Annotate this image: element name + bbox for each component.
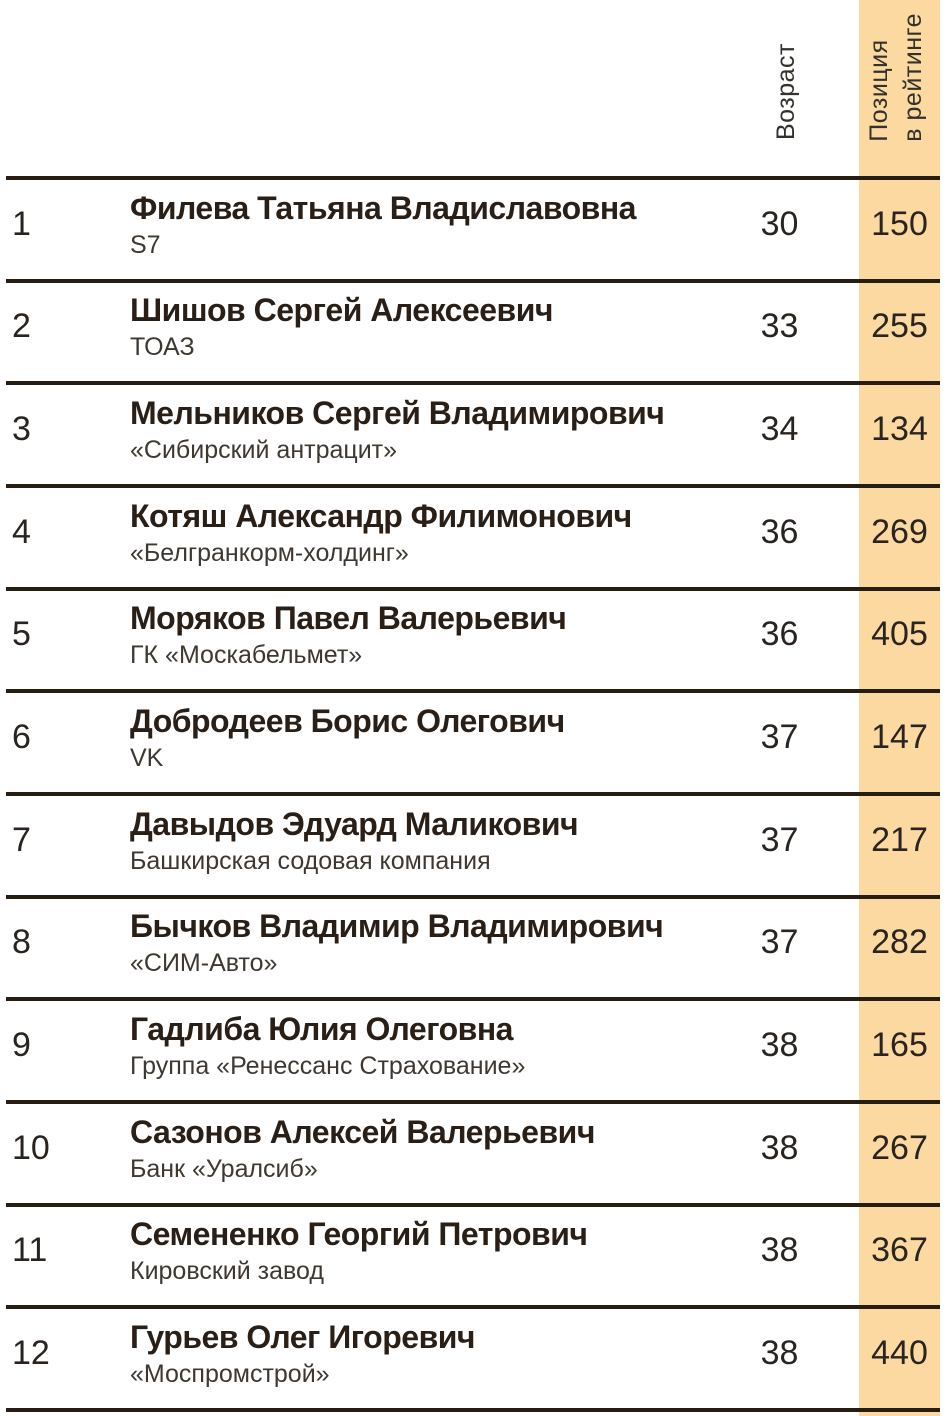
- table-row: [6, 381, 940, 484]
- person-cell: [130, 190, 700, 259]
- position-value: 150: [871, 204, 928, 243]
- column-header-position-line2: в рейтинге: [899, 13, 927, 142]
- position-value: 147: [871, 718, 928, 757]
- position-value: 282: [871, 923, 928, 962]
- table-row: [6, 689, 940, 792]
- rank-number: 10: [12, 1128, 50, 1167]
- age-value: 30: [760, 204, 799, 243]
- age-value: 38: [760, 1128, 799, 1167]
- table-row: [6, 997, 940, 1100]
- person-cell: [130, 395, 700, 464]
- table-row: [6, 1203, 940, 1306]
- table-row: [6, 484, 940, 587]
- person-name: Добродеев Борис Олегович: [130, 703, 565, 740]
- table-row: [6, 587, 940, 690]
- age-value: 38: [760, 1026, 799, 1065]
- rank-number: 3: [12, 410, 31, 449]
- table-header: [6, 0, 940, 176]
- position-value: 440: [871, 1334, 928, 1373]
- age-value: 38: [760, 1334, 799, 1373]
- table-row: [6, 176, 940, 279]
- person-cell: [130, 806, 700, 875]
- person-name: Сазонов Алексей Валерьевич: [130, 1113, 595, 1150]
- rank-number: 11: [12, 1231, 48, 1270]
- company-name: VK: [130, 744, 164, 773]
- position-value: 367: [871, 1231, 928, 1270]
- person-name: Гадлиба Юлия Олеговна: [130, 1011, 513, 1048]
- company-name: «Сибирский антрацит»: [130, 436, 398, 465]
- position-value: 165: [871, 1026, 928, 1065]
- column-header-position: [862, 13, 930, 142]
- age-value: 37: [760, 820, 799, 859]
- rank-number: 2: [12, 307, 31, 346]
- person-cell: [130, 1319, 700, 1388]
- position-value: 217: [871, 820, 928, 859]
- company-name: Кировский завод: [130, 1257, 324, 1286]
- person-name: Давыдов Эдуард Маликович: [130, 805, 579, 842]
- person-name: Гурьев Олег Игоревич: [130, 1319, 475, 1356]
- company-name: «СИМ-Авто»: [130, 949, 278, 978]
- position-value: 405: [871, 615, 928, 654]
- person-cell: [130, 908, 700, 977]
- person-name: Филева Татьяна Владиславовна: [130, 189, 636, 226]
- position-value: 255: [871, 307, 928, 346]
- table-row: [6, 1100, 940, 1203]
- rank-number: 7: [12, 820, 31, 859]
- person-name: Котяш Александр Филимонович: [130, 497, 632, 534]
- age-value: 37: [760, 923, 799, 962]
- company-name: Группа «Ренессанс Страхование»: [130, 1052, 526, 1081]
- age-value: 34: [760, 410, 799, 449]
- position-value: 269: [871, 512, 928, 551]
- company-name: S7: [130, 230, 161, 259]
- company-name: ТОАЗ: [130, 333, 195, 362]
- person-name: Моряков Павел Валерьевич: [130, 600, 567, 637]
- person-name: Мельников Сергей Владимирович: [130, 395, 665, 432]
- person-cell: [130, 1011, 700, 1080]
- age-value: 36: [760, 512, 799, 551]
- person-cell: [130, 498, 700, 567]
- age-value: 33: [760, 307, 799, 346]
- person-cell: [130, 703, 700, 772]
- table-row: [6, 1305, 940, 1408]
- company-name: ГК «Москабельмет»: [130, 641, 363, 670]
- person-name: Семененко Георгий Петрович: [130, 1216, 588, 1253]
- rank-number: 6: [12, 718, 31, 757]
- rank-number: 8: [12, 923, 31, 962]
- company-name: «Белгранкорм-холдинг»: [130, 538, 409, 567]
- person-name: Бычков Владимир Владимирович: [130, 908, 664, 945]
- table-row: [6, 792, 940, 895]
- person-cell: [130, 1216, 700, 1285]
- rank-number: 9: [12, 1026, 31, 1065]
- company-name: Банк «Уралсиб»: [130, 1154, 318, 1183]
- person-cell: [130, 600, 700, 669]
- table-row: [6, 279, 940, 382]
- age-value: 36: [760, 615, 799, 654]
- rank-number: 1: [12, 204, 31, 243]
- table-row: [6, 895, 940, 998]
- column-header-age: Возраст: [772, 42, 800, 140]
- position-value: 134: [871, 410, 928, 449]
- column-header-position-line1: Позиция: [865, 39, 893, 142]
- rank-number: 4: [12, 512, 31, 551]
- position-value: 267: [871, 1128, 928, 1167]
- person-name: Шишов Сергей Алексеевич: [130, 292, 553, 329]
- age-value: 37: [760, 718, 799, 757]
- table-body: [6, 176, 940, 1412]
- rank-number: 5: [12, 615, 31, 654]
- ranking-table: [6, 0, 940, 1412]
- age-value: 38: [760, 1231, 799, 1270]
- person-cell: [130, 292, 700, 361]
- company-name: «Моспромстрой»: [130, 1360, 330, 1389]
- person-cell: [130, 1114, 700, 1183]
- rank-number: 12: [12, 1334, 50, 1373]
- company-name: Башкирская содовая компания: [130, 846, 491, 875]
